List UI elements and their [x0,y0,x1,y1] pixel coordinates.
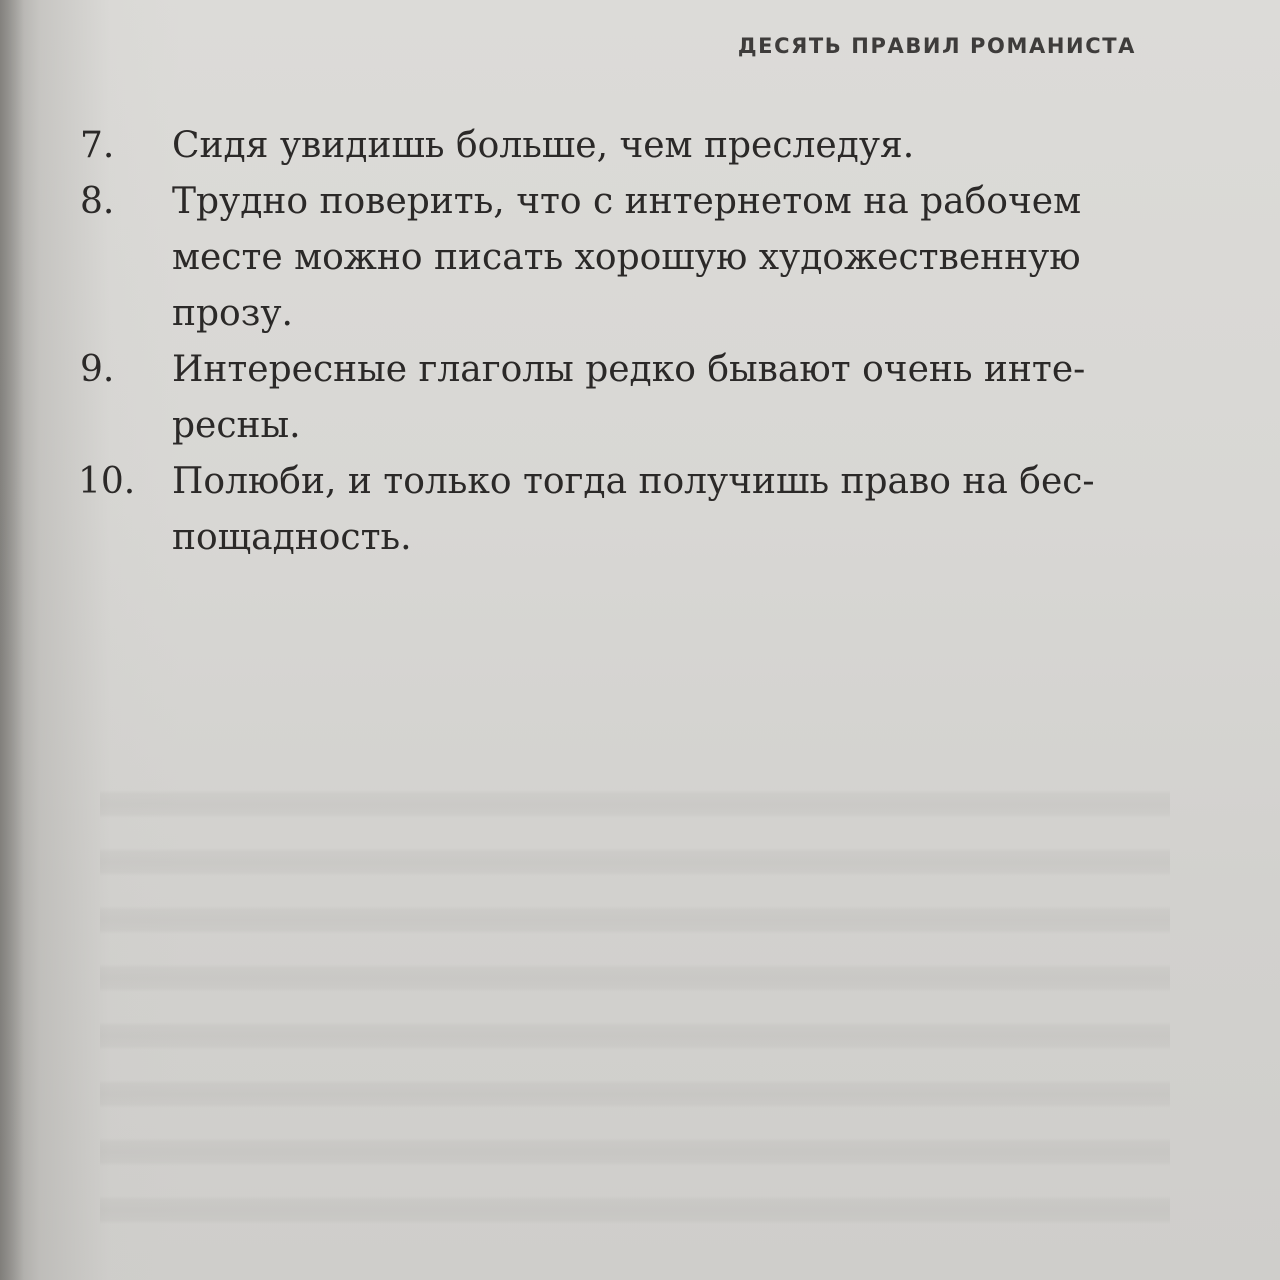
rule-item-10 [80,454,1140,566]
rule-text-line: Сидя увидишь больше, чем преследуя. [172,125,915,166]
rule-text-line: Интересные глаголы редко бывают очень инте- [172,349,1086,390]
rule-text-line: прозу. [172,293,293,334]
rule-text-line: пощадность. [172,517,412,558]
rule-text-line: Полюби, и только тогда получишь право на бес- [172,461,1095,502]
rule-number: 10. [78,461,136,502]
rule-item-7 [80,118,1140,174]
rule-number: 7. [80,125,115,166]
running-head: ДЕСЯТЬ ПРАВИЛ РОМАНИСТА [737,34,1136,58]
rules-list [80,118,1140,566]
rule-item-9 [80,342,1140,454]
spine-shadow [0,0,24,1280]
rule-item-8 [80,174,1140,342]
rule-text-line: ресны. [172,405,301,446]
rule-text-line: месте можно писать хорошую художественную [172,237,1081,278]
rule-number: 8. [80,181,115,222]
rule-number: 9. [80,349,115,390]
rule-text-line: Трудно поверить, что с интернетом на рабочем [172,181,1082,222]
bleed-through-text [100,760,1170,1230]
